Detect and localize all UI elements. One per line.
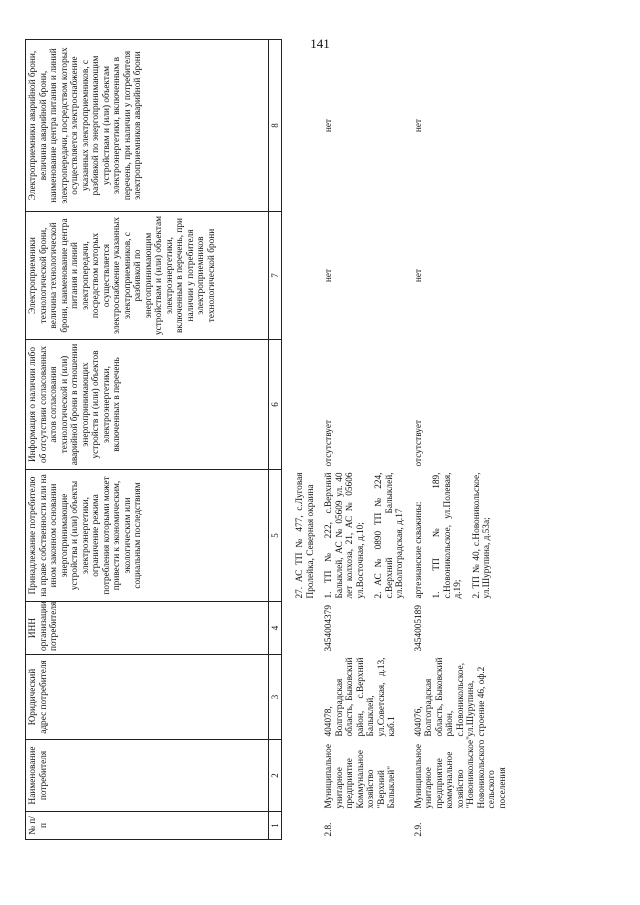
header-address: Юридический адрес потребителя (26, 655, 269, 740)
column-number: 6 (269, 340, 282, 470)
consumers-table (25, 39, 512, 840)
row-number: 2.9. (413, 822, 424, 837)
acts-status: отсутствует (413, 419, 424, 467)
inn: 3454004379 (324, 605, 335, 652)
legal-address: 404076, Волгоградская область, Быковский район, с.Новоникольское, ул.Шурупина, строение 46, оф.2 (413, 657, 487, 737)
continuation-text: 27. АС ТП № 477, с.Луговая Пролейка, Северная окраина (295, 472, 316, 599)
object-item: 1. ТП № 189, с.Новоникольское, ул.Полевая, д.19; (432, 472, 464, 599)
header-emergency-reserve: Электроприемники аварийной брони, величина аварийной брони, наименование центра питания и линий электропередачи, посредством которых осуществляется электроснабжение указанных электроприемников, с разбивкой по энергопринимающим устройствам и (или) объектам электроэнергетики, включенным в перечень, при наличии у потребителя электроприемников аварийной брони (26, 40, 269, 212)
emergency-reserve-value: нет (324, 118, 335, 133)
page-number: 141 (310, 36, 330, 51)
column-number: 1 (269, 812, 282, 840)
consumer-name: Муниципальное унитарное предприятие коммунальное хозяйство "Новоникольское" Новоникольского сельского поселения (413, 736, 508, 809)
object-item: 2. ТП № 40, с.Новоникольское, ул.Шурупина, д.53а; (471, 472, 493, 599)
objects-intro: артезианские скважины: (413, 501, 424, 599)
inn: 3454005189 (413, 605, 424, 652)
legal-address: 404078, Волгоградская область, Быковский район, с.Верхний Балыклей, ул.Советская, д.13, каб.1 (324, 657, 398, 737)
objects-cell (320, 470, 410, 602)
header-name: Наименование потребителя (26, 740, 269, 812)
consumer-name: Муниципальное унитарное предприятие Коммунальное хозяйство "Верхний Балыклей" (324, 743, 398, 809)
object-item: 1. ТП № 222, с.Верхний Балыклей, АС № 05609 ул. 40 лет колхоза, 21, АС № 05606 ул.Восточная, д.10; (324, 472, 366, 599)
column-number-row (269, 40, 282, 840)
row-number: 2.8. (324, 822, 335, 837)
object-item: 2. АС № 0890 ТП № 224, с.Верхний Балыклей, ул.Волгоградская, д.17 (374, 472, 406, 599)
acts-status: отсутствует (324, 419, 335, 467)
header-row (26, 40, 269, 840)
column-number: 5 (269, 470, 282, 602)
tech-reserve-value: нет (324, 268, 335, 283)
column-number: 3 (269, 655, 282, 740)
header-acts: Информация о наличии либо об отсутствии согласованных актов согласования технологической и (или) аварийной брони в отношении энергопринимающих устройств и (или) объектов электроэнергетики, включенных в перечень (26, 340, 269, 470)
header-inn: ИНН организации потребителя (26, 602, 269, 655)
rotated-table-canvas (25, 40, 630, 840)
table-row (320, 40, 410, 840)
header-num: № п/п (26, 812, 269, 840)
column-number: 2 (269, 740, 282, 812)
objects-cell (410, 470, 513, 602)
emergency-reserve-value: нет (413, 118, 424, 133)
tech-reserve-value: нет (413, 268, 424, 283)
column-number: 8 (269, 40, 282, 212)
header-objects: Принадлежание потребителю на праве собственности или на ином законном основании энергопринимающие устройства и (или) объекты электроэнергетики, ограничение режима потребления которыми может привести к экономическим, экологическим или социальным последствиям (26, 470, 269, 602)
continuation-row (282, 40, 321, 840)
table-row (410, 40, 513, 840)
column-number: 4 (269, 602, 282, 655)
column-number: 7 (269, 212, 282, 340)
header-tech-reserve: Электроприемники технологической брони, величина технологической брони, наименование центра питания и линий электропередачи, посредством которых осуществляется электроснабжение указанных электроприемников, с разбивкой по энергопринимающим устройствам и (или) объектам электроэнергетики, включенным в перечень, при наличии у потребителя электроприемников технологической брони (26, 212, 269, 340)
